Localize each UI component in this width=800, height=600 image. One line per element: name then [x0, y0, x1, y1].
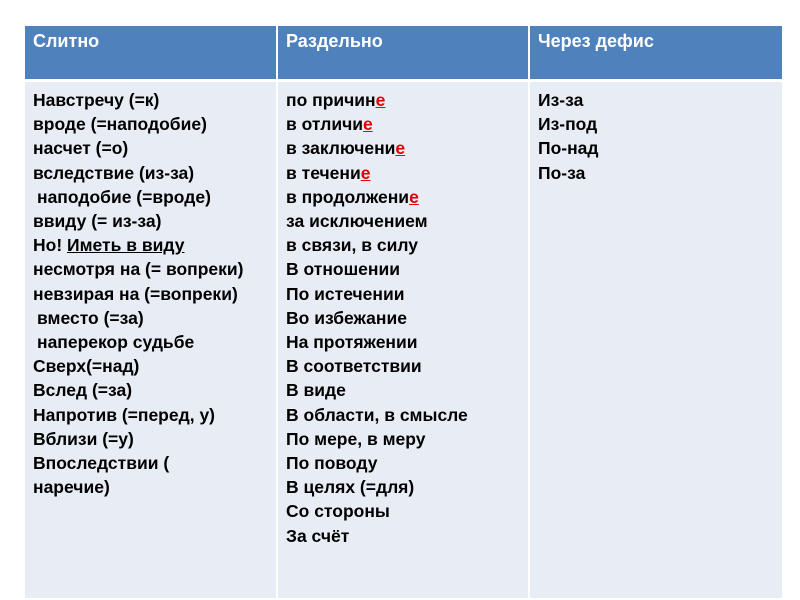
list-item: Впоследствии (	[33, 453, 170, 474]
header-together: Слитно	[25, 26, 277, 81]
header-hyphen: Через дефис	[529, 26, 782, 81]
list-item: По истечении	[286, 283, 405, 304]
word-ending: е	[409, 186, 419, 207]
list-item: По-за	[538, 162, 586, 183]
list-item: вследствие (из-за)	[33, 162, 195, 183]
list-item: ввиду (= из-за)	[33, 211, 162, 232]
header-row	[25, 26, 782, 81]
list-item: В соответствии	[286, 356, 422, 377]
list-item: По-над	[538, 138, 599, 159]
word-stem: в продолжени	[286, 186, 410, 207]
column-hyphen	[529, 81, 782, 599]
list-item: Со стороны	[286, 501, 390, 522]
list-item: в связи, в силу	[286, 235, 419, 256]
list-item-highlight	[286, 88, 520, 112]
word-ending: е	[363, 114, 373, 135]
list-item: Из-под	[538, 114, 598, 135]
list-item-highlight	[286, 112, 520, 136]
list-item: наречие)	[33, 477, 110, 498]
list-item: На протяжении	[286, 332, 418, 353]
list-item: Вблизи (=у)	[33, 428, 134, 449]
table	[25, 26, 782, 598]
list-item-highlight	[286, 185, 520, 209]
list-item: несмотря на (= вопреки)	[33, 259, 244, 280]
list-item: Из-за	[538, 90, 584, 110]
word-stem: в течени	[286, 162, 361, 183]
word-stem: по причин	[286, 90, 376, 110]
list-item: невзирая на (=вопреки)	[33, 283, 238, 304]
list-item: По мере, в меру	[286, 428, 426, 449]
note-prefix: Но!	[33, 235, 68, 256]
prepositions-table	[25, 26, 782, 598]
list-item: В целях (=для)	[286, 477, 415, 498]
body-row	[25, 81, 782, 599]
header-separate: Раздельно	[277, 26, 529, 81]
list-item: За счёт	[286, 525, 350, 546]
list-item: Сверх(=над)	[33, 356, 140, 377]
word-ending: е	[360, 162, 371, 183]
list-item: В виде	[286, 380, 346, 401]
list-item-highlight	[286, 161, 520, 185]
column-together	[25, 81, 277, 599]
list-item: Напротив (=перед, у)	[33, 404, 215, 425]
list-item: насчет (=о)	[33, 138, 129, 159]
list-item: наперекор судьбе	[37, 332, 195, 353]
word-ending: е	[375, 90, 386, 110]
list-item: По поводу	[286, 453, 378, 474]
list-item-note	[33, 233, 268, 257]
list-item-highlight	[286, 136, 520, 160]
list-item: за исключением	[286, 211, 428, 232]
list-item: Вслед (=за)	[33, 380, 133, 401]
list-item: вместо (=за)	[37, 307, 144, 328]
list-item: В отношении	[286, 259, 400, 280]
list-item: наподобие (=вроде)	[37, 186, 211, 207]
list-item: вроде (=наподобие)	[33, 114, 207, 135]
word-ending: е	[395, 138, 406, 159]
list-item: В области, в смысле	[286, 404, 468, 425]
list-item: Навстречу (=к)	[33, 90, 160, 110]
list-item: Во избежание	[286, 307, 407, 328]
column-separate	[277, 81, 529, 599]
word-stem: в отличи	[286, 114, 364, 135]
word-stem: в заключени	[286, 138, 396, 159]
note-underlined: Иметь в виду	[67, 235, 185, 256]
